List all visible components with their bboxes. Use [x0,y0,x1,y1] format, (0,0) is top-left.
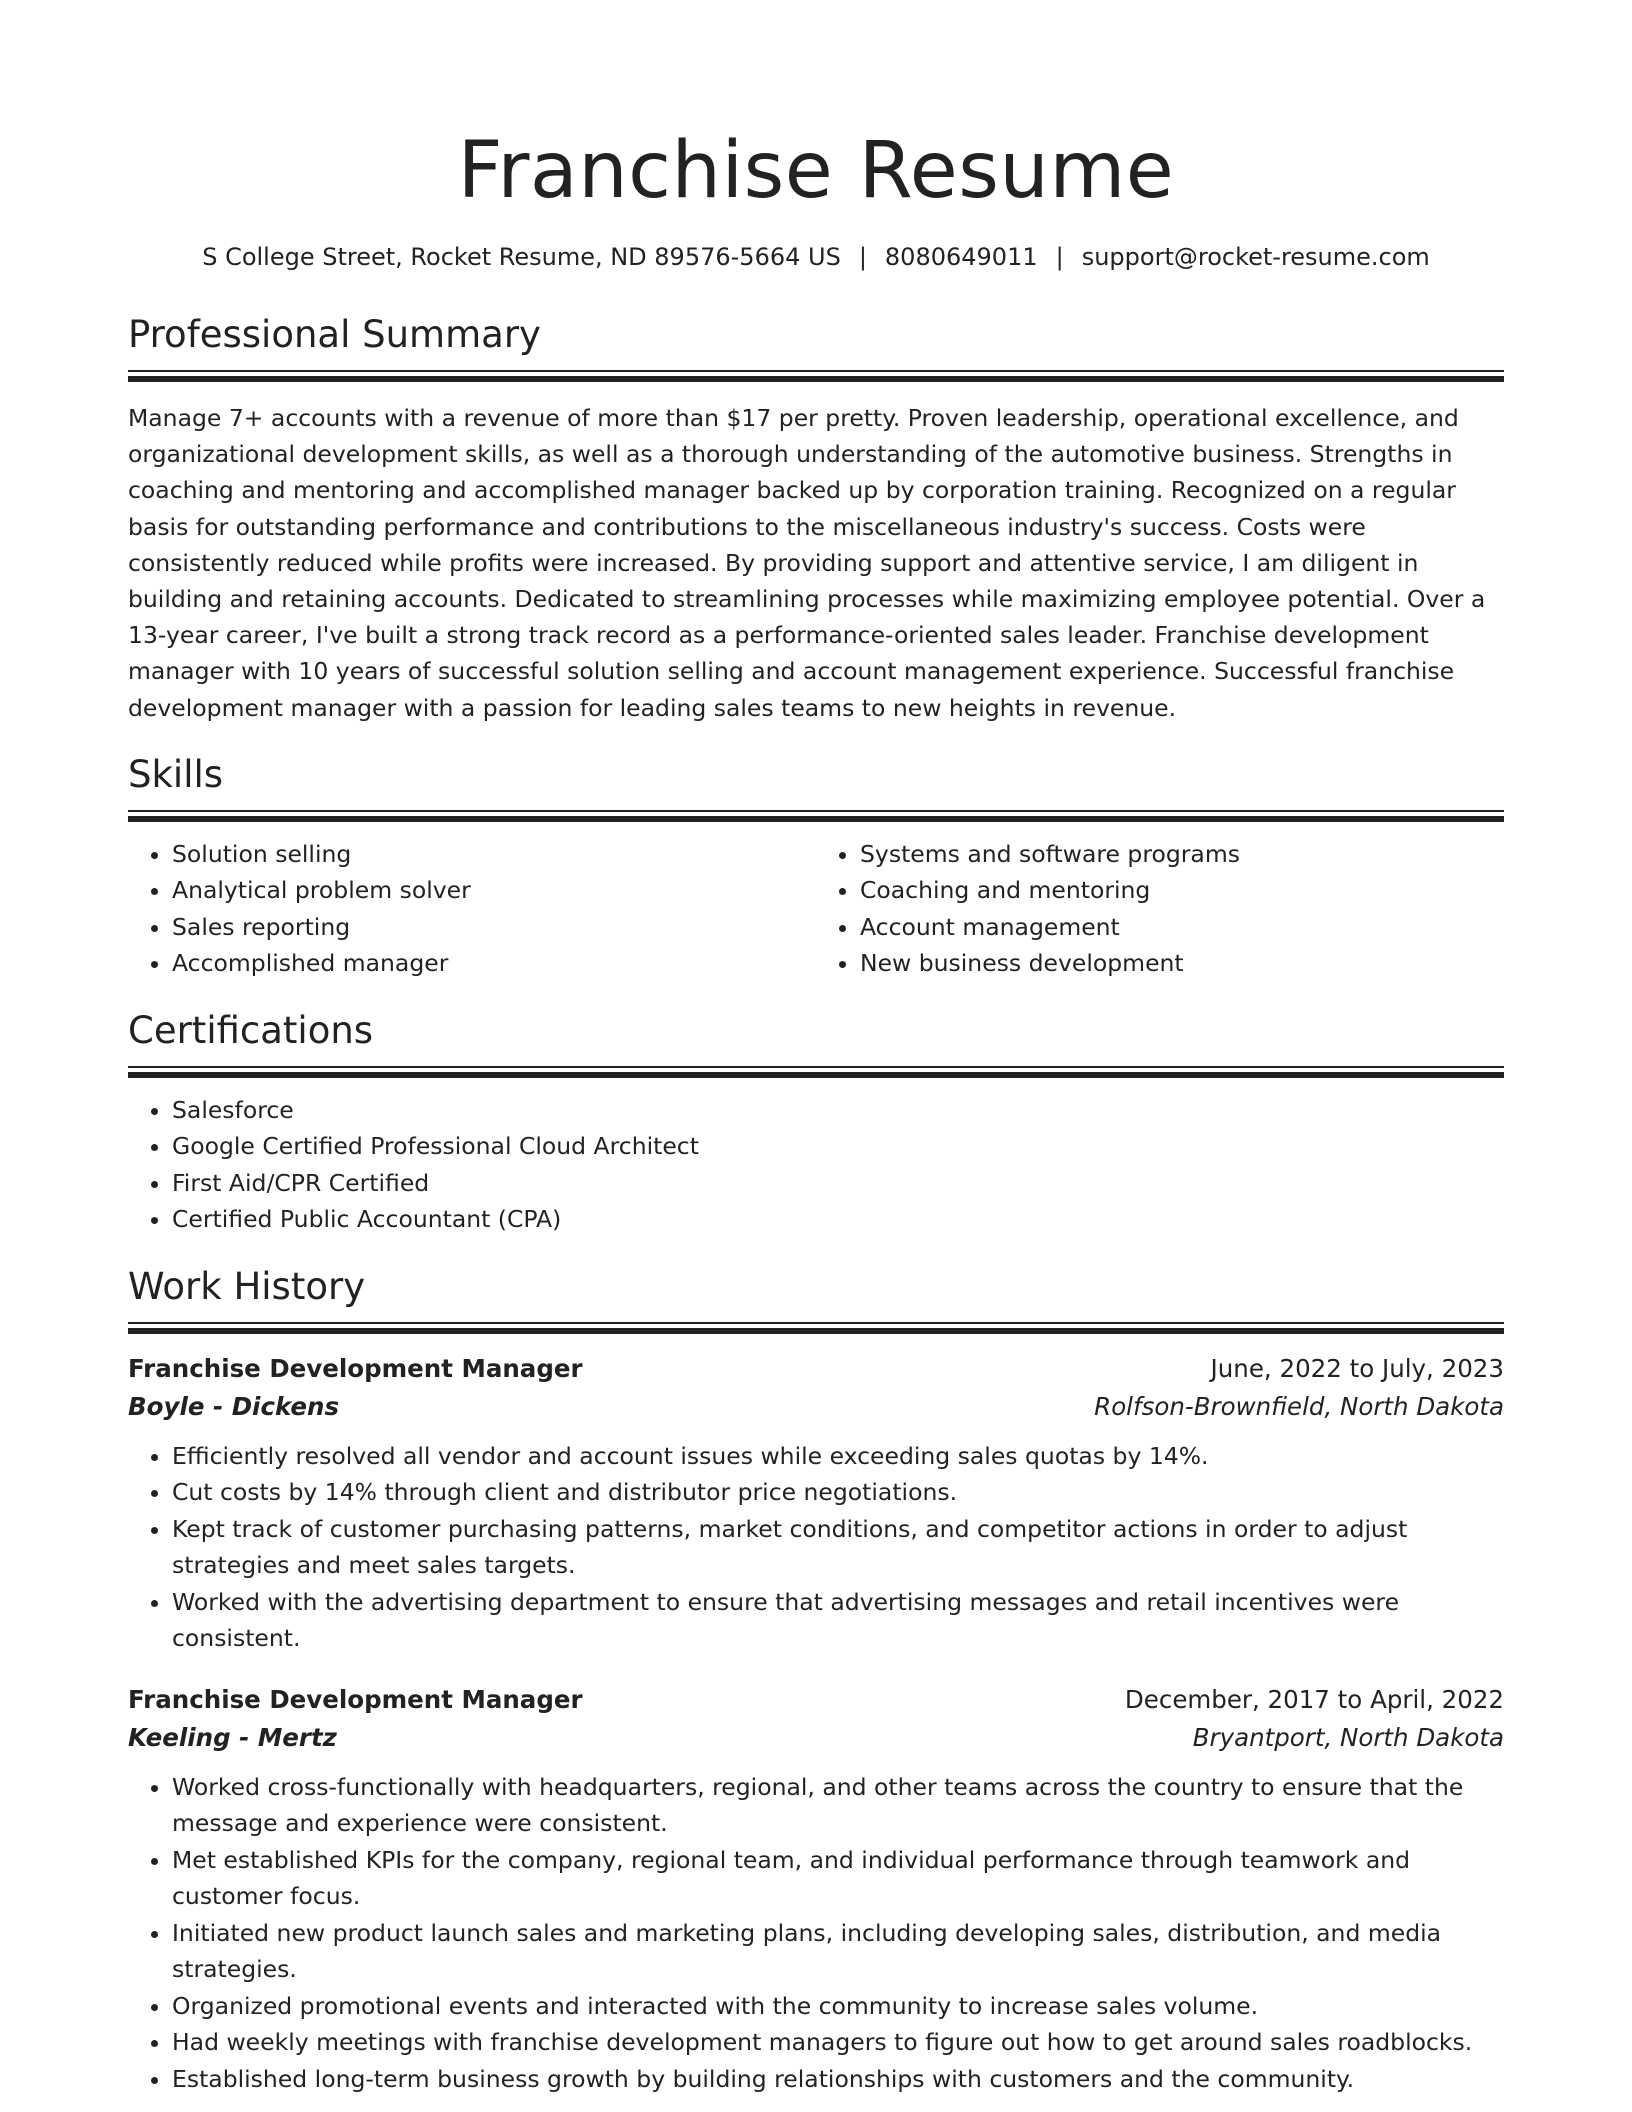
job-header [128,1681,1504,1719]
job-dates: December, 2017 to April, 2022 [1124,1684,1504,1714]
job-entry [128,1350,1504,1657]
skill-item: • Coaching and mentoring [860,872,1504,909]
job-company: Boyle - Dickens [128,1391,340,1421]
skills-list-right [816,836,1504,982]
section-title-work-history: Work History [128,1264,366,1308]
certification-item: • First Aid/CPR Certified [172,1165,1504,1202]
summary-section [128,312,1504,726]
contact-line [128,240,1504,274]
job-bullets [128,1769,1504,2098]
resume-name: Franchise Resume [457,126,1175,216]
certifications-list [128,1092,1504,1238]
phone: 8080649011 [884,243,1038,271]
skill-item: • Solution selling [172,836,816,873]
skills-list-left [128,836,816,982]
job-subheader [128,1719,1504,1757]
job-location: Bryantport, North Dakota [1192,1722,1504,1752]
certifications-section [128,1008,1504,1238]
job-bullets [128,1438,1504,1657]
section-rule [128,370,1504,382]
job-dates: June, 2022 to July, 2023 [1210,1353,1504,1383]
job-title: Franchise Development Manager [128,1684,583,1714]
job-location: Rolfson-Brownfield, North Dakota [1094,1391,1504,1421]
job-header [128,1350,1504,1388]
work-history-section [128,1264,1504,2098]
skill-item: • Sales reporting [172,909,816,946]
job-bullet: • Cut costs by 14% through client and distributor price negotiations. [172,1474,1504,1511]
separator: | [858,243,867,271]
separator: | [1055,243,1064,271]
section-title-certifications: Certifications [128,1008,374,1052]
email-link[interactable]: support@rocket-resume.com [1081,243,1430,271]
job-entry [128,1681,1504,2098]
skill-item: • New business development [860,945,1504,982]
certification-item: • Google Certified Professional Cloud Architect [172,1128,1504,1165]
certification-item: • Salesforce [172,1092,1504,1129]
skill-item: • Systems and software programs [860,836,1504,873]
job-bullet: • Initiated new product launch sales and marketing plans, including developing sales, distribution, and media strategies. [172,1915,1504,1988]
skills-section [128,752,1504,982]
resume-page [128,0,1504,2097]
section-title-skills: Skills [128,752,224,796]
address: S College Street, Rocket Resume, ND 89576-5664 US [202,243,841,271]
section-title-summary: Professional Summary [128,313,541,356]
skill-item: • Account management [860,909,1504,946]
job-bullet: • Efficiently resolved all vendor and account issues while exceeding sales quotas by 14%. [172,1438,1504,1475]
job-bullet: • Organized promotional events and interacted with the community to increase sales volume. [172,1988,1504,2025]
summary-text: Manage 7+ accounts with a revenue of more than $17 per pretty. Proven leadership, operational excellence, and organizational development skills, as well as a thorough understanding of the automotive business. Strengths in coaching and mentoring and accomplished manager backed up by corporation training. Recognized on a regular basis for outstanding performance and contributions to the miscellaneous industry's success. Costs were consistently reduced while profits were increased. By providing support and attentive service, I am diligent in building and retaining accounts. Dedicated to streamlining processes while maximizing employee potential. Over a 13-year career, I've built a strong track record as a performance-oriented sales leader. Franchise development manager with 10 years of successful solution selling and account management experience. Successful franchise development manager with a passion for leading sales teams to new heights in revenue. [128,404,1486,722]
job-bullet: • Worked cross-functionally with headquarters, regional, and other teams across the country to ensure that the message and experience were consistent. [172,1769,1504,1842]
certification-item: • Certified Public Accountant (CPA) [172,1201,1504,1238]
skills-grid [128,836,1504,982]
job-title: Franchise Development Manager [128,1353,583,1383]
section-rule [128,1066,1504,1078]
skill-item: • Accomplished manager [172,945,816,982]
job-bullet: • Met established KPIs for the company, regional team, and individual performance through teamwork and customer focus. [172,1842,1504,1915]
job-company: Keeling - Mertz [128,1722,337,1752]
job-subheader [128,1388,1504,1426]
job-bullet: • Had weekly meetings with franchise development managers to figure out how to get around sales roadblocks. [172,2024,1504,2061]
section-rule [128,810,1504,822]
job-bullet: • Kept track of customer purchasing patterns, market conditions, and competitor actions in order to adjust strategies and meet sales targets. [172,1511,1504,1584]
section-rule [128,1322,1504,1334]
job-bullet: • Established long-term business growth by building relationships with customers and the community. [172,2061,1504,2098]
skill-item: • Analytical problem solver [172,872,816,909]
job-bullet: • Worked with the advertising department to ensure that advertising messages and retail incentives were consistent. [172,1584,1504,1657]
